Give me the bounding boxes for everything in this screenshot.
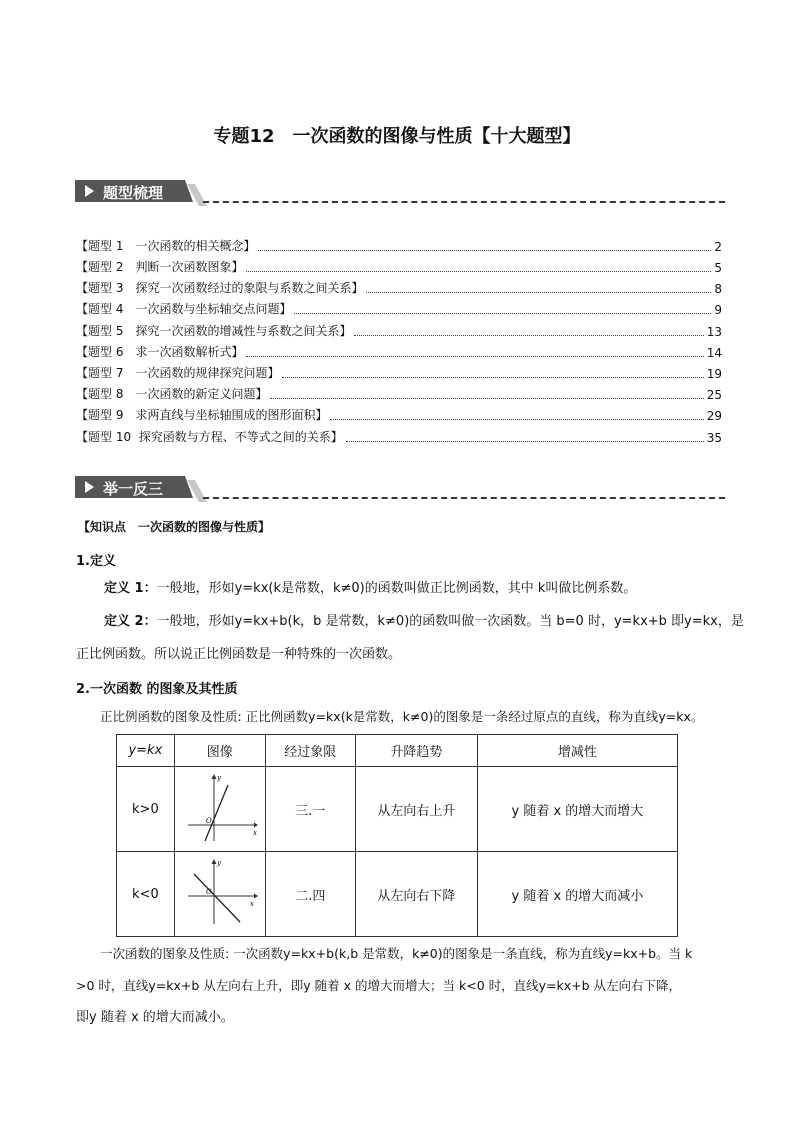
toc-item-label: 【题型 2 判断一次函数图象】 bbox=[76, 260, 244, 274]
table-cell-graph bbox=[174, 852, 265, 937]
toc-item-label: 【题型 8 一次函数的新定义问题】 bbox=[76, 387, 268, 401]
y-axis-label: y bbox=[216, 774, 221, 782]
toc-item[interactable] bbox=[76, 257, 722, 275]
toc-item-page: 2 bbox=[714, 240, 722, 254]
toc-item[interactable] bbox=[76, 363, 722, 381]
table-row bbox=[117, 852, 678, 937]
toc-leader-dots bbox=[330, 419, 703, 420]
toc-item-page: 13 bbox=[706, 325, 722, 339]
linear-function-paragraph-line3: 即y 随着 x 的增大而减小。 bbox=[76, 1010, 234, 1025]
section-label: 题型梳理 bbox=[103, 184, 164, 202]
linear-function-paragraph-line2: >0 时，直线y=kx+b 从左向右上升，即y 随着 x 的增大而增大；当 k<0 时，直线y=kx+b 从左向右下降， bbox=[76, 978, 682, 993]
toc-item[interactable] bbox=[76, 236, 722, 254]
toc-item-label: 【题型 5 探究一次函数的增减性与系数之间关系】 bbox=[76, 324, 352, 338]
dashed-divider bbox=[203, 497, 725, 499]
toc-leader-dots bbox=[346, 441, 704, 442]
table-cell-monotonic: y 随着 x 的增大而增大 bbox=[477, 767, 677, 852]
section-header-toc bbox=[75, 180, 725, 210]
section-header-examples bbox=[75, 476, 725, 506]
toc-leader-dots bbox=[246, 271, 711, 272]
knowledge-point-tag: 【知识点 一次函数的图像与性质】 bbox=[78, 520, 271, 534]
definition-2-text: 一般地，形如y=kx+b(k，b 是常数，k≠0)的函数叫做一次函数。当 b=0 时，y=kx+b 即y=kx，是 bbox=[156, 614, 744, 629]
toc-item-label: 【题型 7 一次函数的规律探究问题】 bbox=[76, 366, 280, 380]
definition-2 bbox=[104, 611, 744, 633]
toc-item-label: 【题型 10 探究函数与方程、不等式之间的关系】 bbox=[76, 430, 343, 444]
linear-function-paragraph-line1: 一次函数的图象及性质: 一次函数y=kx+b(k,b 是常数，k≠0)的图象是一条直线，称为直线y=kx+b。当 k bbox=[100, 946, 693, 961]
definition-2-continued: 正比例函数。所以说正比例函数是一种特殊的一次函数。 bbox=[76, 647, 402, 662]
toc-item-page: 35 bbox=[706, 431, 722, 445]
toc-leader-dots bbox=[270, 398, 703, 399]
dashed-divider bbox=[203, 201, 725, 203]
section-label: 举一反三 bbox=[103, 480, 164, 498]
toc-leader-dots bbox=[246, 356, 703, 357]
toc-item-page: 19 bbox=[706, 367, 722, 381]
heading-definition: 1.定义 bbox=[76, 554, 116, 569]
toc-leader-dots bbox=[282, 377, 703, 378]
origin-label: O bbox=[205, 888, 212, 896]
toc-leader-dots bbox=[294, 313, 711, 314]
toc-item-page: 9 bbox=[714, 303, 722, 317]
table-header-cell: 升降趋势 bbox=[355, 735, 477, 767]
toc-item-label: 【题型 4 一次函数与坐标轴交点问题】 bbox=[76, 302, 292, 316]
y-axis-label: y bbox=[216, 859, 221, 867]
toc-item-page: 14 bbox=[706, 346, 722, 360]
definition-1-text: 一般地，形如y=kx(k是常数，k≠0)的函数叫做正比例函数，其中 k叫做比例系数。 bbox=[156, 581, 637, 596]
toc-item-page: 29 bbox=[706, 409, 722, 423]
origin-label: O bbox=[205, 817, 212, 825]
toc-item[interactable] bbox=[76, 405, 722, 423]
increasing-line-graph bbox=[180, 771, 260, 843]
table-header-cell: 图像 bbox=[174, 735, 265, 767]
table-cell-graph bbox=[174, 767, 265, 852]
decreasing-line-graph bbox=[180, 856, 260, 928]
definition-1 bbox=[104, 578, 724, 600]
definition-1-label: 定义 1： bbox=[104, 581, 157, 596]
table-cell-condition: k>0 bbox=[117, 767, 175, 852]
toc-item[interactable] bbox=[76, 342, 722, 360]
toc-item-label: 【题型 3 探究一次函数经过的象限与系数之间关系】 bbox=[76, 281, 364, 295]
toc-item[interactable] bbox=[76, 299, 722, 317]
table-row bbox=[117, 767, 678, 852]
table-cell-monotonic: y 随着 x 的增大而减小 bbox=[477, 852, 677, 937]
play-arrow-icon bbox=[85, 481, 94, 493]
toc-item-label: 【题型 9 求两直线与坐标轴围成的图形面积】 bbox=[76, 408, 328, 422]
toc-item-label: 【题型 6 求一次函数解析式】 bbox=[76, 345, 244, 359]
toc-item[interactable] bbox=[76, 427, 722, 445]
toc-leader-dots bbox=[366, 292, 711, 293]
definition-2-label: 定义 2： bbox=[104, 614, 157, 629]
table-header-cell: y=kx bbox=[117, 735, 175, 767]
toc-item-page: 25 bbox=[706, 388, 722, 402]
table-cell-trend: 从左向右上升 bbox=[355, 767, 477, 852]
toc-item-page: 8 bbox=[714, 282, 722, 296]
table-cell-trend: 从左向右下降 bbox=[355, 852, 477, 937]
toc-leader-dots bbox=[354, 335, 703, 336]
properties-table bbox=[116, 734, 678, 937]
toc-item-label: 【题型 1 一次函数的相关概念】 bbox=[76, 239, 256, 253]
heading-graph-properties: 2.一次函数 的图象及其性质 bbox=[76, 682, 238, 697]
proportional-function-intro: 正比例函数的图象及性质: 正比例函数y=kx(k是常数，k≠0)的图象是一条经过原点的直线，称为直线y=kx。 bbox=[100, 709, 704, 724]
toc-item[interactable] bbox=[76, 321, 722, 339]
x-axis-label: x bbox=[252, 829, 257, 837]
toc-item[interactable] bbox=[76, 278, 722, 296]
table-header-cell: 经过象限 bbox=[265, 735, 355, 767]
page-title: 专题12 一次函数的图像与性质【十大题型】 bbox=[213, 126, 581, 147]
toc-leader-dots bbox=[258, 250, 711, 251]
table-header-row bbox=[117, 735, 678, 767]
table-cell-quadrants: 二.四 bbox=[265, 852, 355, 937]
table-cell-quadrants: 三.一 bbox=[265, 767, 355, 852]
toc-item-page: 5 bbox=[714, 261, 722, 275]
toc-item[interactable] bbox=[76, 384, 722, 402]
table-cell-condition: k<0 bbox=[117, 852, 175, 937]
x-axis-label: x bbox=[249, 900, 254, 908]
table-header-cell: 增减性 bbox=[477, 735, 677, 767]
play-arrow-icon bbox=[85, 185, 94, 197]
